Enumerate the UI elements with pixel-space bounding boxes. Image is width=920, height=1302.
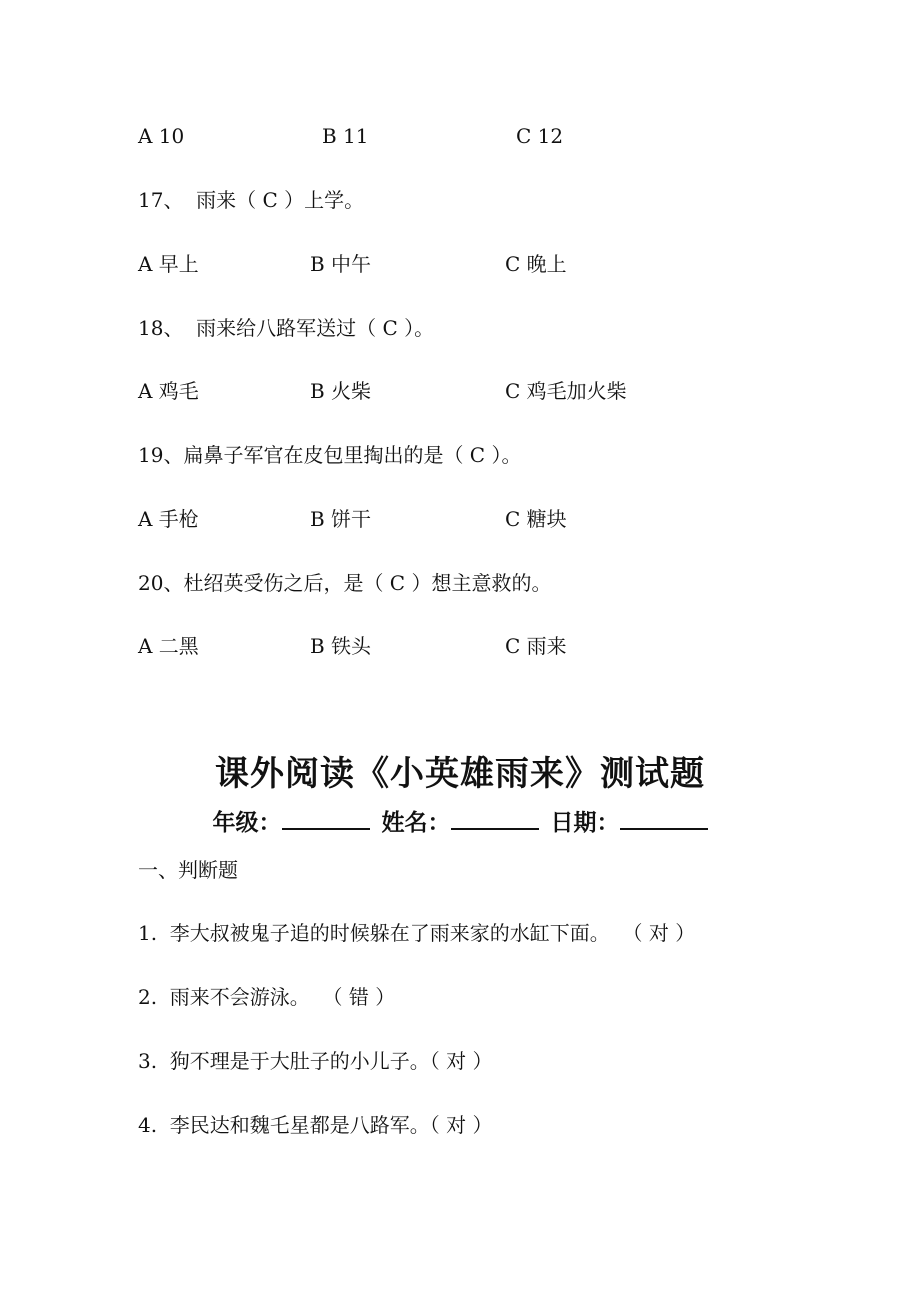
- name-label: 姓名：: [381, 810, 451, 836]
- option-c: C 鸡毛加火柴: [505, 379, 627, 403]
- option-a: A 10: [138, 124, 185, 148]
- option-b: B 火柴: [310, 379, 372, 403]
- name-blank: [451, 806, 539, 830]
- student-info-line: [0, 806, 920, 838]
- option-b: B 中午: [310, 252, 372, 276]
- option-a: A 手枪: [138, 507, 199, 531]
- date-blank: [620, 806, 708, 830]
- test-title: 课外阅读《小英雄雨来》测试题: [215, 754, 705, 794]
- question-20-stem: 20、杜绍英受伤之后，是（ C ）想主意救的。: [138, 571, 552, 595]
- question-17-stem: 17、 雨来（ C ）上学。: [138, 188, 365, 212]
- option-a: A 早上: [138, 252, 199, 276]
- grade-label: 年级：: [212, 810, 282, 836]
- option-b: B 11: [322, 124, 369, 148]
- judgment-item-4: 4. 李民达和魏乇星都是八路军。（ 对 ）: [138, 1113, 493, 1137]
- option-a: A 鸡毛: [138, 379, 199, 403]
- option-a: A 二黑: [138, 634, 199, 658]
- question-19-stem: 19、扁鼻子军官在皮包里掏出的是（ C ）。: [138, 443, 522, 467]
- judgment-item-2: 2. 雨来不会游泳。 （ 错 ）: [138, 985, 396, 1009]
- option-c: C 12: [516, 124, 564, 148]
- date-label: 日期：: [550, 810, 620, 836]
- question-18-stem: 18、 雨来给八路军送过（ C ）。: [138, 316, 435, 340]
- option-b: B 饼干: [310, 507, 372, 531]
- option-c: C 糖块: [505, 507, 567, 531]
- option-c: C 雨来: [505, 634, 567, 658]
- option-b: B 铁头: [310, 634, 372, 658]
- grade-blank: [282, 806, 370, 830]
- judgment-item-3: 3. 狗不理是于大肚子的小儿子。（ 对 ）: [138, 1049, 493, 1073]
- judgment-item-1: 1. 李大叔被鬼子追的时候躲在了雨来家的水缸下面。 （ 对 ）: [138, 921, 696, 945]
- section-heading: 一、判断题: [138, 858, 238, 882]
- option-c: C 晚上: [505, 252, 567, 276]
